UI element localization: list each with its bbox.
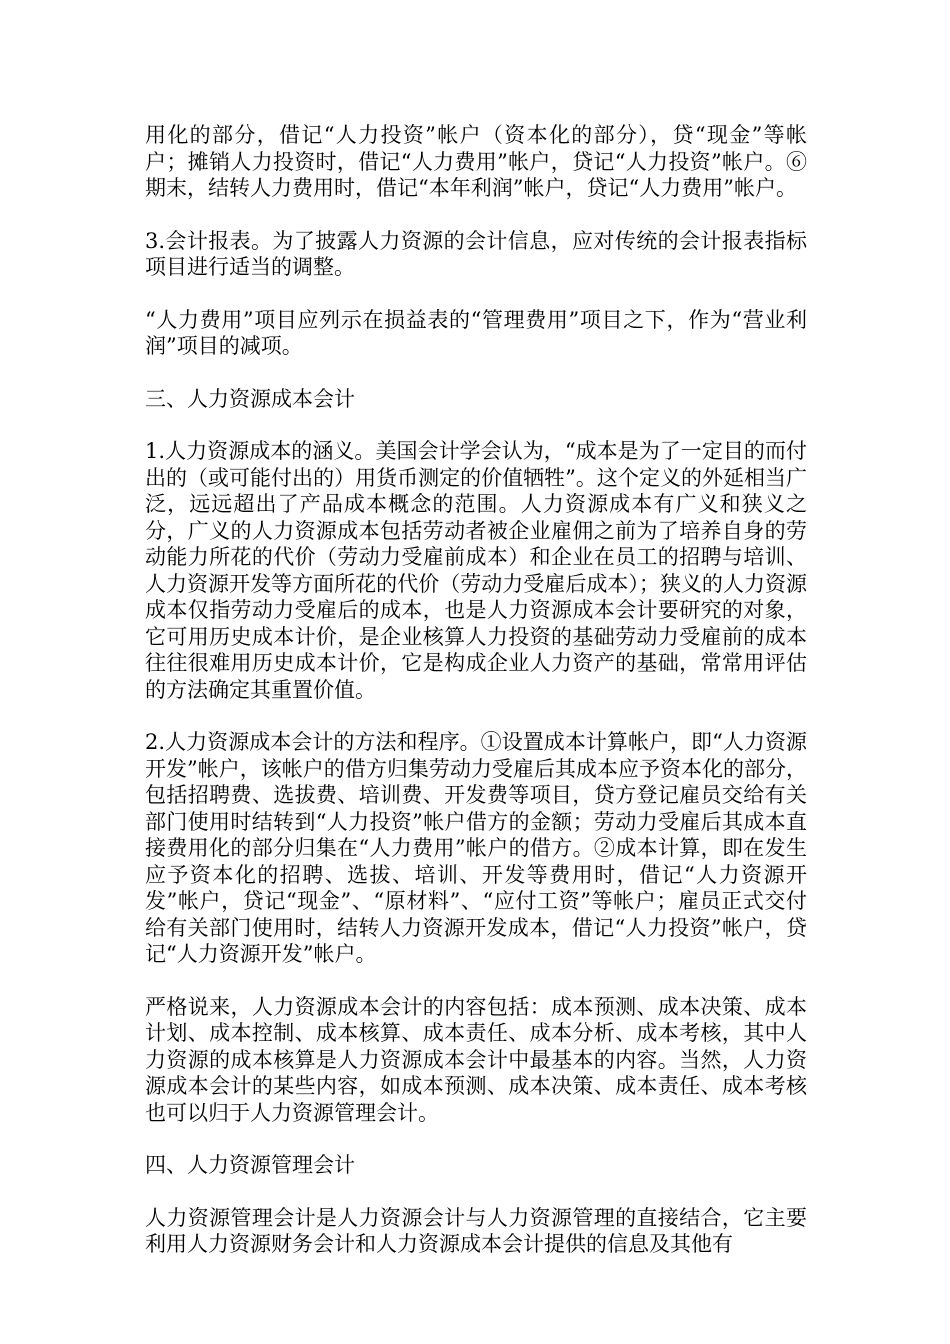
document-page [145,122,807,1284]
paragraph-accounting-reports: 3.会计报表。为了披露人力资源的会计信息，应对传统的会计报表指标项目进行适当的调整。 [145,228,807,279]
section-heading-management-accounting: 四、人力资源管理会计 [145,1153,355,1177]
paragraph-management-accounting: 人力资源管理会计是人力资源会计与人力资源管理的直接结合，它主要利用人力资源财务会计和人力资源成本会计提供的信息及其他有 [145,1205,807,1256]
paragraph-cost-entries: 用化的部分，借记“人力投资”帐户（资本化的部分），贷“现金”等帐户；摊销人力投资时，借记“人力费用”帐户，贷记“人力投资”帐户。⑥期末，结转人力费用时，借记“本年利润”帐户，贷记“人力费用”帐户。 [145,123,807,200]
paragraph-expense-item: “人力费用”项目应列示在损益表的“管理费用”项目之下，作为“营业利润”项目的减项。 [145,307,807,358]
section-heading-cost-accounting: 三、人力资源成本会计 [145,386,355,411]
paragraph-cost-methods: 2.人力资源成本会计的方法和程序。①设置成本计算帐户，即“人力资源开发”帐户，该帐户的借方归集劳动力受雇后其成本应予资本化的部分，包括招聘费、选拔费、培训费、开发费等项目，贷方登记雇员交给有关部门使用时结转到“人力投资”帐户借方的金额；劳动力受雇后其成本直接费用化的部分归集在“人力费用”帐户的借方。②成本计算，即在发生应予资本化的招聘、选拔、培训、开发等费用时，借记“人力资源开发”帐户，贷记“现金”、“原材料”、“应付工资”等帐户；雇员正式交付给有关部门使用时，结转人力资源开发成本，借记“人力投资”帐户，贷记“人力资源开发”帐户。 [145,730,807,966]
paragraph-cost-definition: 1.人力资源成本的涵义。美国会计学会认为，“成本是为了一定目的而付出的（或可能付出的）用货币测定的价值牺牲”。这个定义的外延相当广泛，远远超出了产品成本概念的范围。人力资源成本有广义和狭义之分，广义的人力资源成本包括劳动者被企业雇佣之前为了培养自身的劳动能力所花的代价（劳动力受雇前成本）和企业在员工的招聘与培训、人力资源开发等方面所花的代价（劳动力受雇后成本）；狭义的人力资源成本仅指劳动力受雇后的成本，也是人力资源成本会计要研究的对象，它可用历史成本计价，是企业核算人力投资的基础劳动力受雇前的成本往往很难用历史成本计价，它是构成企业人力资产的基础，常常用评估的方法确定其重置价值。 [145,439,807,702]
paragraph-cost-contents: 严格说来，人力资源成本会计的内容包括：成本预测、成本决策、成本计划、成本控制、成本核算、成本责任、成本分析、成本考核，其中人力资源的成本核算是人力资源成本会计中最基本的内容。当然，人力资源成本会计的某些内容，如成本预测、成本决策、成本责任、成本考核也可以归于人力资源管理会计。 [145,994,807,1125]
